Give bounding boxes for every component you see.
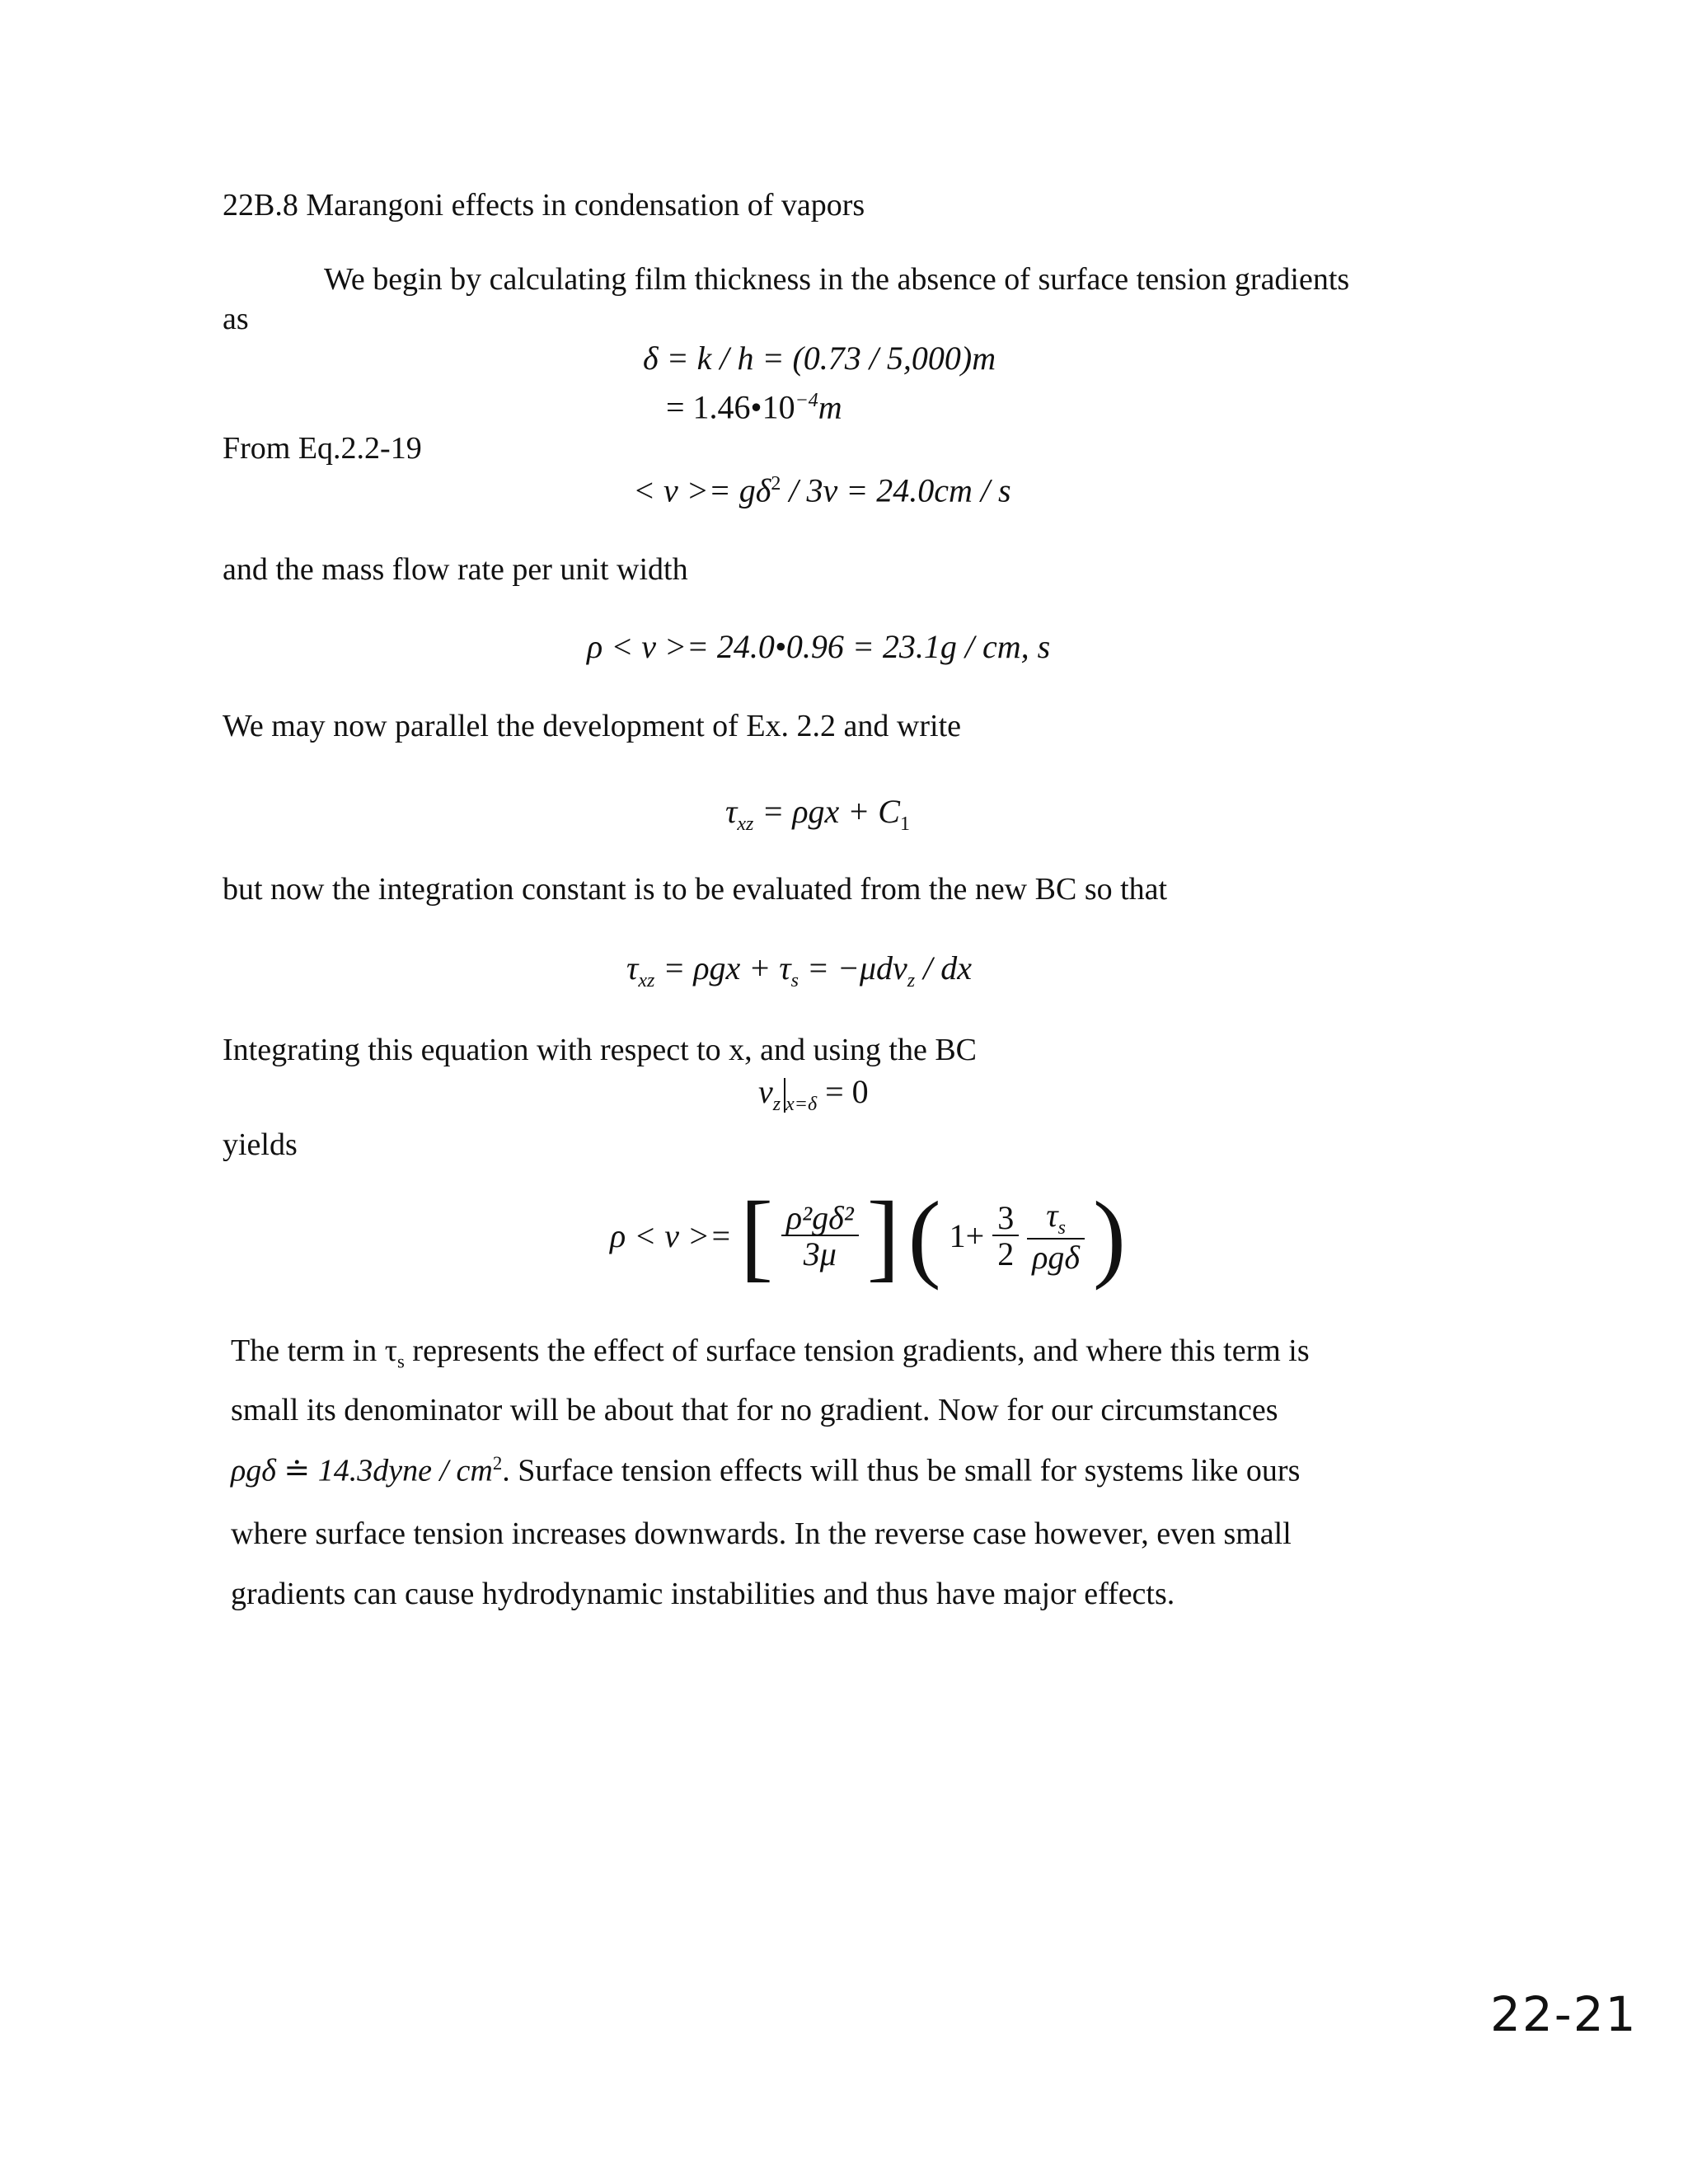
from-equation-label: From Eq.2.2-19 [223,431,422,466]
equation-shear-stress: $\tau_{xz} = \rho gx + C_1$ [725,793,910,835]
equation-average-velocity: < $v >= g\delta^2 / 3\nu = 24.0cm / s$ [633,471,1011,509]
section-heading: 22B.8 Marangoni effects in condensation of vapors [223,188,865,223]
mass-flow-text: and the mass flow rate per unit width [223,552,688,587]
handwritten-page-number: 22-21 [1490,1986,1638,2042]
paragraph-line2: small its denominator will be about that for no gradient. Now for our circumstances [231,1393,1278,1427]
paragraph-line1: The term in $\tau_s$ represents the effect of surface tension gradients, and where this term is [231,1333,1310,1372]
paragraph-line3: ρgδ ≐ 14.3dyne / $cm^2$. Surface tension effects will thus be small for systems like ours [231,1453,1301,1488]
equation-boundary-condition: $v_z$ $_{x=\delta}$ = 0 [758,1073,869,1115]
yields-label: yields [223,1127,298,1162]
paragraph-line5: gradients can cause hydrodynamic instabilities and thus have major effects. [231,1577,1175,1611]
equation-film-thickness: δ = k / h = (0.73 / 5,000)m [643,340,996,377]
paragraph-intro-line1: We begin by calculating film thickness in the absence of surface tension gradients [324,262,1350,297]
paragraph-line4: where surface tension increases downwards. In the reverse case however, even small [231,1516,1292,1551]
equation-film-thickness-value: = $1.46•10^{-4}m$ [666,388,842,426]
integrating-text: Integrating this equation with respect to x, and using the BC [223,1033,978,1067]
integration-constant-text: but now the integration constant is to be evaluated from the new BC so that [223,872,1168,907]
equation-mass-flow-marangoni: ρ < v >= [ $\frac{\text{ρ²gδ²}}{3\mu}$ ] ( 1+ $\frac{3}{2}$ $\frac{\tau_s}{\text{ρgδ}}$ ) [610,1181,1126,1291]
paragraph-intro-line2: as [223,302,249,336]
parallel-development-text: We may now parallel the development of Ex. 2.2 and write [223,709,961,743]
equation-mass-flow: ρ < v >= 24.0•0.96 = 23.1g / cm, s [587,628,1051,665]
equation-shear-stress-bc: $\tau_{xz} = \rho gx + \tau_s = -\mu dv_z$ / dx [626,949,972,991]
